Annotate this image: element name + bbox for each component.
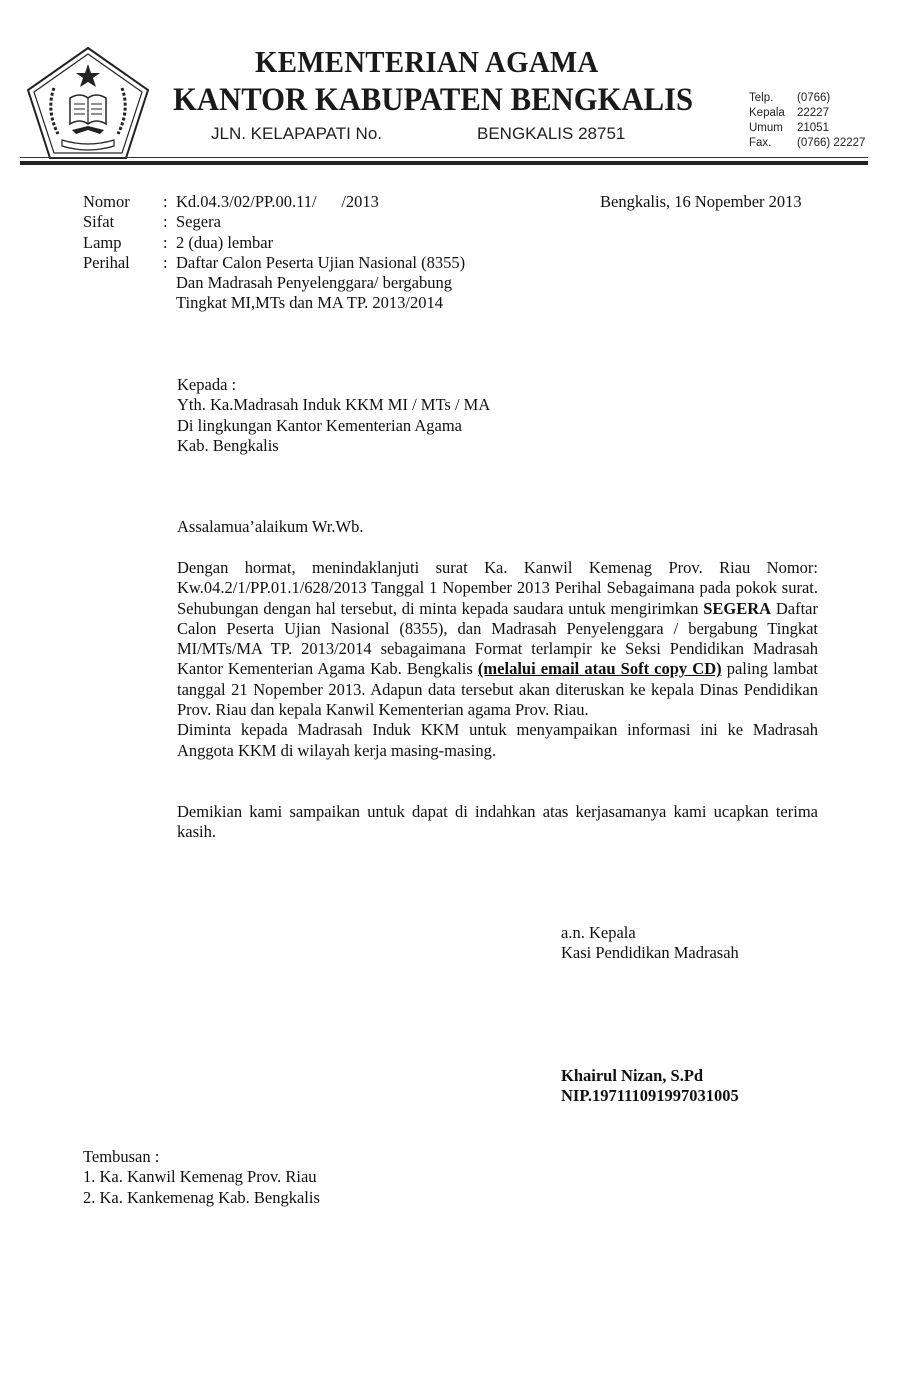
signature-on-behalf: a.n. Kepala [561,923,636,942]
cc-item: 2. Ka. Kankemenag Kab. Bengkalis [83,1187,320,1207]
contact-value: (0766) [797,92,831,104]
body-paragraph-2: Diminta kepada Madrasah Induk KKM untuk menyampaikan informasi ini ke Madrasah Anggota KKM di wilayah kerja masing-masing. [177,720,818,760]
meta-value: 2 (dua) lembar [176,232,274,252]
contact-row [749,136,865,151]
meta-colon: : [163,232,168,252]
contact-label: Telp. [749,92,774,104]
greeting: Assalamua’alaikum Wr.Wb. [177,517,364,536]
recipient-block [177,375,490,456]
meta-row-perihal [83,253,465,273]
meta-value: Segera [176,212,221,232]
meta-value: Kd.04.3/02/PP.00.11/ /2013 [176,192,379,211]
contact-row [749,106,865,121]
meta-label: Perihal [83,252,130,272]
meta-colon: : [163,212,168,232]
meta-row-perihal-cont [83,293,465,313]
letterhead-divider-thick [20,161,868,165]
meta-label: Lamp [83,232,122,252]
recipient-line: Di lingkungan Kantor Kementerian Agama [177,415,463,435]
contact-value: 21051 [797,122,829,134]
meta-row-sifat [83,212,465,232]
signatory-nip: NIP.197111091997031005 [561,1086,739,1106]
recipient-line: Yth. Ka.Madrasah Induk KKM MI / MTs / MA [177,395,491,415]
meta-colon: : [163,192,168,211]
letter-date: Bengkalis, 16 Nopember 2013 [600,192,802,211]
contact-value: (0766) 22227 [797,137,866,149]
contact-block [749,91,865,151]
office-city: BENGKALIS 28751 [477,124,626,143]
signatory-name: Khairul Nizan, S.Pd [561,1066,704,1085]
recipient-line: Kab. Bengkalis [177,435,279,455]
closing-paragraph: Demikian kami sampaikan untuk dapat di indahkan atas kerjasamanya kami ucapkan terima kasih. [177,802,818,842]
emphasis-segera: SEGERA [703,598,772,618]
recipient-line: Kepada : [177,375,237,394]
contact-label: Fax. [749,137,772,149]
meta-colon [163,273,176,293]
meta-value: Tingkat MI,MTs dan MA TP. 2013/2014 [176,293,444,313]
letter-metadata [83,192,465,314]
meta-colon: : [163,252,168,272]
meta-value: Daftar Calon Peserta Ujian Nasional (8355) [176,252,466,272]
office-name: KANTOR KABUPATEN BENGKALIS [173,82,694,118]
meta-label [83,293,163,313]
meta-row-perihal-cont [83,273,465,293]
meta-row-lamp [83,233,465,253]
contact-label: Umum [749,122,783,134]
meta-colon [163,293,176,313]
signatory [561,1066,739,1107]
contact-label: Kepala [749,107,785,119]
meta-label: Sifat [83,212,115,232]
meta-label [83,273,163,293]
letter-body [177,558,818,761]
contact-row [749,121,865,136]
cc-item: 1. Ka. Kanwil Kemenag Prov. Riau [83,1167,317,1187]
meta-row-nomor [83,192,465,212]
office-address: JLN. KELAPAPATI No. [211,124,383,143]
body-paragraph-1 [177,558,818,720]
contact-row [749,91,865,106]
ministry-emblem-icon [24,44,152,162]
body-text: Dengan hormat, menindaklanjuti surat Ka. Kanwil Kemenag Prov. Riau Nomor: Kw.04.2/1/PP.01.1/628/2013 Tanggal 1 Nopember 2013 Perihal Sebagaimana pada pokok surat. Sehubungan dengan hal tersebut, di minta kepada saudara untuk mengirimkan [177,558,818,618]
meta-label: Nomor [83,192,130,211]
signature-block [561,923,739,964]
body-text: paling lambat tanggal 21 Nopember 2013. Adapun data tersebut akan diteruskan ke kepala Dinas Pendidikan Prov. Riau dan kepala Kanwil Kementerian agama Prov. Riau. [177,659,818,720]
ministry-name: KEMENTERIAN AGAMA [255,44,599,79]
contact-value: 22227 [797,107,829,119]
signature-position: Kasi Pendidikan Madrasah [561,943,739,963]
body-text: Daftar Calon Peserta Ujian Nasional (8355), dan Madrasah Penyelenggara / bergabung Tingkat MI/MTs/MA TP. 2013/2014 sebagaimana Format terlampir ke Seksi Pendidikan Madrasah Kantor Kementerian Agama Kab. Bengkalis [177,598,818,679]
cc-block [83,1147,320,1208]
cc-title: Tembusan : [83,1147,160,1166]
meta-value: Dan Madrasah Penyelenggara/ bergabung [176,273,452,293]
letterhead-divider-thin [20,157,868,158]
emphasis-delivery-method: (melalui email atau Soft copy CD) [477,659,722,679]
